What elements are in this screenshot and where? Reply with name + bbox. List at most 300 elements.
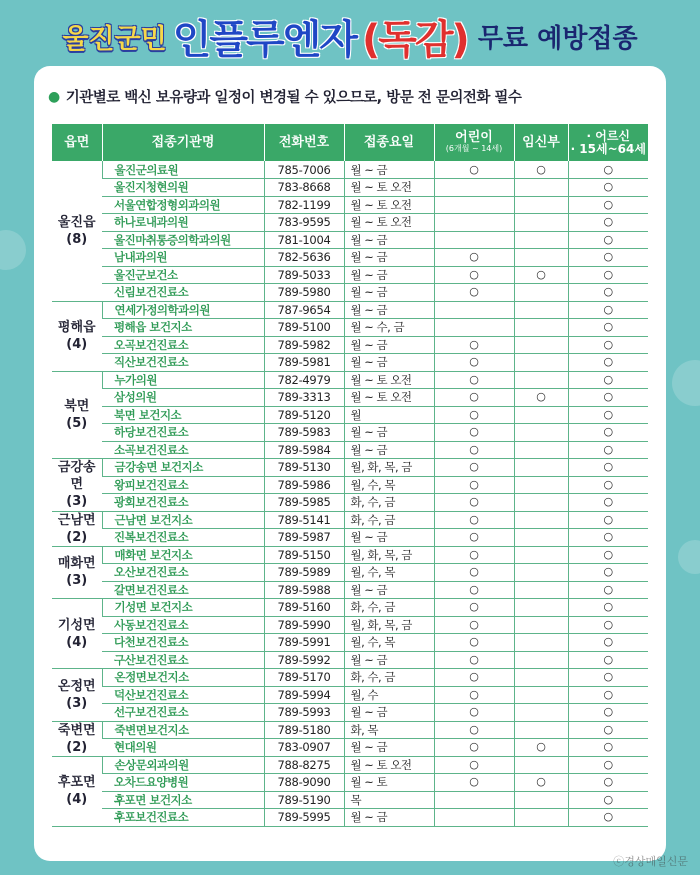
children-mark: ○ — [434, 581, 514, 599]
adult-mark: ○ — [568, 441, 648, 459]
children-mark: ○ — [434, 634, 514, 652]
adult-mark: ○ — [568, 354, 648, 372]
region-cell — [52, 756, 102, 826]
pregnant-mark — [514, 634, 568, 652]
table-row — [52, 721, 648, 739]
vaccination-days: 월 ~ 금 — [344, 739, 434, 757]
phone-number: 789-5987 — [264, 529, 344, 547]
phone-number: 787-9654 — [264, 301, 344, 319]
pregnant-mark — [514, 249, 568, 267]
phone-number: 783-0907 — [264, 739, 344, 757]
table-row — [52, 389, 648, 407]
adult-mark: ○ — [568, 214, 648, 232]
phone-number: 789-5150 — [264, 546, 344, 564]
vaccination-days: 월 ~ 토 오전 — [344, 389, 434, 407]
region-count: (8) — [66, 231, 88, 247]
children-mark — [434, 214, 514, 232]
pregnant-mark — [514, 459, 568, 477]
children-mark: ○ — [434, 704, 514, 722]
phone-number: 789-5100 — [264, 319, 344, 337]
phone-number: 781-1004 — [264, 231, 344, 249]
table-row — [52, 809, 648, 827]
children-mark: ○ — [434, 774, 514, 792]
facility-name: 하나로내과의원 — [102, 214, 264, 232]
header-children-note: (6개월 ~ 14세) — [445, 144, 503, 154]
header-days-col: 접종요일 — [344, 124, 434, 161]
vaccination-days: 월 ~ 금 — [344, 441, 434, 459]
table-row — [52, 564, 648, 582]
pregnant-mark — [514, 231, 568, 249]
vaccination-days: 월, 화, 목, 금 — [344, 546, 434, 564]
phone-number: 789-5141 — [264, 511, 344, 529]
table-row — [52, 616, 648, 634]
table-row — [52, 249, 648, 267]
adult-mark: ○ — [568, 721, 648, 739]
adult-mark: ○ — [568, 774, 648, 792]
header-subtitle: 무료 예방접종 — [477, 23, 638, 54]
region-name: 매화면 — [57, 556, 96, 572]
table-row — [52, 756, 648, 774]
region-name: 죽변면 — [57, 722, 96, 738]
table-row — [52, 406, 648, 424]
facility-name: 온정면보건지소 — [102, 669, 264, 687]
facility-name: 울진마취통증의학과의원 — [102, 231, 264, 249]
header-adult-line2: · 15세~64세 — [570, 141, 646, 156]
phone-number: 789-5983 — [264, 424, 344, 442]
table-row — [52, 791, 648, 809]
table-row — [52, 651, 648, 669]
adult-mark: ○ — [568, 651, 648, 669]
table-row — [52, 599, 648, 617]
phone-number: 789-5980 — [264, 284, 344, 302]
phone-number: 789-5991 — [264, 634, 344, 652]
vaccination-days: 월 ~ 토 — [344, 774, 434, 792]
pregnant-mark — [514, 564, 568, 582]
adult-mark: ○ — [568, 616, 648, 634]
table-row — [52, 459, 648, 477]
table-row — [52, 371, 648, 389]
vaccination-days: 월, 수, 목 — [344, 634, 434, 652]
facility-name: 사동보건진료소 — [102, 616, 264, 634]
facility-name: 다천보건진료소 — [102, 634, 264, 652]
pregnant-mark — [514, 756, 568, 774]
pregnant-mark — [514, 371, 568, 389]
children-mark: ○ — [434, 336, 514, 354]
vaccination-days: 월 ~ 토 오전 — [344, 179, 434, 197]
phone-number: 788-8275 — [264, 756, 344, 774]
table-body — [52, 161, 648, 826]
table-row — [52, 336, 648, 354]
pregnant-mark — [514, 301, 568, 319]
facility-name: 손상문외과의원 — [102, 756, 264, 774]
phone-number: 789-5988 — [264, 581, 344, 599]
header-adult-line1: · 어르신 — [586, 128, 630, 143]
region-name: 후포면 — [57, 775, 96, 790]
table-row — [52, 424, 648, 442]
phone-number: 789-5130 — [264, 459, 344, 477]
adult-mark: ○ — [568, 319, 648, 337]
children-mark: ○ — [434, 459, 514, 477]
table-row — [52, 196, 648, 214]
region-cell — [52, 371, 102, 459]
pregnant-mark: ○ — [514, 389, 568, 407]
children-mark: ○ — [434, 651, 514, 669]
pregnant-mark — [514, 669, 568, 687]
table-row — [52, 511, 648, 529]
adult-mark: ○ — [568, 739, 648, 757]
notice — [48, 86, 654, 107]
phone-number: 783-9595 — [264, 214, 344, 232]
adult-mark: ○ — [568, 389, 648, 407]
vaccination-days: 월 ~ 금 — [344, 336, 434, 354]
vaccination-days: 월 ~ 금 — [344, 704, 434, 722]
virus-decoration — [0, 230, 26, 270]
adult-mark: ○ — [568, 546, 648, 564]
facility-name: 신림보건진료소 — [102, 284, 264, 302]
pregnant-mark — [514, 196, 568, 214]
adult-mark: ○ — [568, 459, 648, 477]
table-row — [52, 179, 648, 197]
adult-mark: ○ — [568, 564, 648, 582]
children-mark: ○ — [434, 161, 514, 179]
header-facility-col: 접종기관명 — [102, 124, 264, 161]
region-count: (3) — [66, 573, 88, 589]
facility-name: 서울연합정형외과의원 — [102, 196, 264, 214]
header-region: 울진군민 — [62, 23, 167, 55]
adult-mark: ○ — [568, 756, 648, 774]
children-mark — [434, 301, 514, 319]
children-mark: ○ — [434, 669, 514, 687]
region-name: 근남면 — [57, 512, 96, 528]
region-count: (4) — [66, 792, 88, 807]
children-mark: ○ — [434, 354, 514, 372]
vaccination-table — [52, 124, 648, 827]
adult-mark: ○ — [568, 686, 648, 704]
virus-decoration — [678, 540, 700, 574]
children-mark: ○ — [434, 266, 514, 284]
children-mark: ○ — [434, 476, 514, 494]
phone-number: 789-5993 — [264, 704, 344, 722]
adult-mark: ○ — [568, 511, 648, 529]
table-row — [52, 354, 648, 372]
phone-number: 782-4979 — [264, 371, 344, 389]
facility-name: 갈면보건진료소 — [102, 581, 264, 599]
facility-name: 울진군의료원 — [102, 161, 264, 179]
table-row — [52, 739, 648, 757]
vaccination-days: 목 — [344, 791, 434, 809]
phone-number: 789-5033 — [264, 266, 344, 284]
table-row — [52, 319, 648, 337]
pregnant-mark — [514, 704, 568, 722]
adult-mark: ○ — [568, 406, 648, 424]
facility-name: 하당보건진료소 — [102, 424, 264, 442]
adult-mark: ○ — [568, 336, 648, 354]
pregnant-mark — [514, 336, 568, 354]
phone-number: 789-5986 — [264, 476, 344, 494]
adult-mark: ○ — [568, 634, 648, 652]
table-row — [52, 301, 648, 319]
vaccination-days: 화, 수, 금 — [344, 494, 434, 512]
adult-mark: ○ — [568, 231, 648, 249]
region-cell — [52, 721, 102, 756]
region-name: 평해읍 — [57, 320, 96, 335]
table-row — [52, 161, 648, 179]
pregnant-mark — [514, 511, 568, 529]
table-row — [52, 634, 648, 652]
pregnant-mark — [514, 441, 568, 459]
pregnant-mark — [514, 721, 568, 739]
facility-name: 후포면 보건지소 — [102, 791, 264, 809]
adult-mark: ○ — [568, 581, 648, 599]
vaccination-days: 화, 목 — [344, 721, 434, 739]
facility-name: 현대의원 — [102, 739, 264, 757]
vaccination-days: 월 ~ 토 오전 — [344, 196, 434, 214]
facility-name: 누가의원 — [102, 371, 264, 389]
facility-name: 오차드요양병원 — [102, 774, 264, 792]
phone-number: 789-5984 — [264, 441, 344, 459]
table-row — [52, 441, 648, 459]
facility-name: 죽변면보건지소 — [102, 721, 264, 739]
table-row — [52, 546, 648, 564]
facility-name: 연세가정의학과의원 — [102, 301, 264, 319]
region-name: 북면 — [64, 398, 90, 414]
header-children-label: 어린이 — [455, 130, 493, 146]
facility-name: 진복보건진료소 — [102, 529, 264, 547]
table-row — [52, 669, 648, 687]
phone-number: 782-1199 — [264, 196, 344, 214]
table-row — [52, 529, 648, 547]
phone-number: 789-5985 — [264, 494, 344, 512]
adult-mark: ○ — [568, 791, 648, 809]
children-mark: ○ — [434, 599, 514, 617]
vaccination-days: 월 — [344, 406, 434, 424]
children-mark: ○ — [434, 686, 514, 704]
pregnant-mark — [514, 599, 568, 617]
adult-mark: ○ — [568, 161, 648, 179]
pregnant-mark — [514, 686, 568, 704]
children-mark: ○ — [434, 616, 514, 634]
children-mark: ○ — [434, 371, 514, 389]
pregnant-mark — [514, 406, 568, 424]
table-row — [52, 214, 648, 232]
phone-number: 783-8668 — [264, 179, 344, 197]
region-cell — [52, 599, 102, 669]
region-name: 기성면 — [57, 617, 96, 633]
adult-mark: ○ — [568, 284, 648, 302]
adult-mark: ○ — [568, 476, 648, 494]
table-header-row — [52, 124, 648, 161]
vaccination-days: 월 ~ 금 — [344, 284, 434, 302]
facility-name: 울진군보건소 — [102, 266, 264, 284]
header-region-col: 읍면 — [52, 124, 102, 161]
adult-mark: ○ — [568, 179, 648, 197]
region-name: 금강송면 — [57, 460, 96, 493]
adult-mark: ○ — [568, 529, 648, 547]
header-title-main: 인플루엔자 — [172, 16, 356, 63]
region-count: (4) — [66, 634, 88, 650]
adult-mark: ○ — [568, 599, 648, 617]
facility-name: 오산보건진료소 — [102, 564, 264, 582]
phone-number: 789-5180 — [264, 721, 344, 739]
phone-number: 789-5992 — [264, 651, 344, 669]
vaccination-days: 월 ~ 금 — [344, 266, 434, 284]
region-cell — [52, 546, 102, 599]
children-mark: ○ — [434, 721, 514, 739]
pregnant-mark — [514, 214, 568, 232]
phone-number: 788-9090 — [264, 774, 344, 792]
facility-name: 기성면 보건지소 — [102, 599, 264, 617]
pregnant-mark — [514, 424, 568, 442]
header-children-col — [434, 124, 514, 161]
table-row — [52, 494, 648, 512]
pregnant-mark — [514, 546, 568, 564]
facility-name: 오곡보건진료소 — [102, 336, 264, 354]
children-mark: ○ — [434, 441, 514, 459]
pregnant-mark — [514, 476, 568, 494]
region-count: (2) — [66, 739, 88, 755]
region-cell — [52, 669, 102, 722]
facility-name: 덕산보건진료소 — [102, 686, 264, 704]
facility-name: 소곡보건진료소 — [102, 441, 264, 459]
vaccination-days: 월, 화, 목, 금 — [344, 459, 434, 477]
table-row — [52, 231, 648, 249]
vaccination-days: 월 ~ 금 — [344, 651, 434, 669]
table-row — [52, 266, 648, 284]
phone-number: 789-5981 — [264, 354, 344, 372]
pregnant-mark: ○ — [514, 739, 568, 757]
phone-number: 789-5995 — [264, 809, 344, 827]
children-mark: ○ — [434, 756, 514, 774]
adult-mark: ○ — [568, 669, 648, 687]
adult-mark: ○ — [568, 249, 648, 267]
facility-name: 금강송면 보건지소 — [102, 459, 264, 477]
region-name: 울진읍 — [57, 214, 96, 230]
children-mark: ○ — [434, 389, 514, 407]
children-mark — [434, 791, 514, 809]
region-count: (2) — [66, 529, 88, 545]
vaccination-days: 월 ~ 금 — [344, 301, 434, 319]
facility-name: 울진지청현의원 — [102, 179, 264, 197]
children-mark: ○ — [434, 739, 514, 757]
table-row — [52, 476, 648, 494]
adult-mark: ○ — [568, 494, 648, 512]
vaccination-days: 월, 수 — [344, 686, 434, 704]
region-count: (4) — [66, 337, 88, 352]
children-mark: ○ — [434, 511, 514, 529]
children-mark: ○ — [434, 284, 514, 302]
adult-mark: ○ — [568, 196, 648, 214]
facility-name: 평해읍 보건지소 — [102, 319, 264, 337]
phone-number: 789-3313 — [264, 389, 344, 407]
region-cell — [52, 459, 102, 512]
pregnant-mark — [514, 581, 568, 599]
children-mark: ○ — [434, 424, 514, 442]
vaccination-days: 월 ~ 금 — [344, 354, 434, 372]
vaccination-days: 월 ~ 토 오전 — [344, 756, 434, 774]
phone-number: 789-5982 — [264, 336, 344, 354]
phone-number: 789-5990 — [264, 616, 344, 634]
table-row — [52, 704, 648, 722]
pregnant-mark — [514, 354, 568, 372]
region-cell — [52, 511, 102, 546]
header-pregnant-col: 임신부 — [514, 124, 568, 161]
table-row — [52, 581, 648, 599]
adult-mark: ○ — [568, 704, 648, 722]
region-cell — [52, 161, 102, 301]
adult-mark: ○ — [568, 809, 648, 827]
region-name: 온정면 — [57, 678, 96, 694]
pregnant-mark: ○ — [514, 161, 568, 179]
phone-number: 789-5994 — [264, 686, 344, 704]
children-mark: ○ — [434, 406, 514, 424]
content-card — [34, 66, 666, 861]
pregnant-mark — [514, 529, 568, 547]
vaccination-days: 월, 수, 목 — [344, 476, 434, 494]
children-mark: ○ — [434, 529, 514, 547]
facility-name: 광회보건진료소 — [102, 494, 264, 512]
phone-number: 782-5636 — [264, 249, 344, 267]
facility-name: 직산보건진료소 — [102, 354, 264, 372]
table-row — [52, 774, 648, 792]
watermark: ⓒ경상매일신문 — [613, 855, 688, 868]
phone-number: 789-5190 — [264, 791, 344, 809]
vaccination-days: 월 ~ 금 — [344, 161, 434, 179]
children-mark — [434, 231, 514, 249]
facility-name: 남내과의원 — [102, 249, 264, 267]
header-phone-col: 전화번호 — [264, 124, 344, 161]
pregnant-mark — [514, 179, 568, 197]
children-mark: ○ — [434, 249, 514, 267]
table-row — [52, 284, 648, 302]
adult-mark: ○ — [568, 424, 648, 442]
phone-number: 789-5170 — [264, 669, 344, 687]
phone-number: 789-5989 — [264, 564, 344, 582]
pregnant-mark — [514, 284, 568, 302]
vaccination-days: 월 ~ 토 오전 — [344, 214, 434, 232]
region-cell — [52, 301, 102, 371]
facility-name: 왕피보건진료소 — [102, 476, 264, 494]
pregnant-mark — [514, 319, 568, 337]
phone-number: 789-5160 — [264, 599, 344, 617]
vaccination-days: 월 ~ 금 — [344, 809, 434, 827]
facility-name: 매화면 보건지소 — [102, 546, 264, 564]
vaccination-days: 월 ~ 금 — [344, 231, 434, 249]
children-mark — [434, 809, 514, 827]
pregnant-mark — [514, 651, 568, 669]
region-count: (3) — [66, 494, 88, 510]
vaccination-days: 월 ~ 수, 금 — [344, 319, 434, 337]
bullet-icon: ● — [48, 88, 60, 105]
adult-mark: ○ — [568, 301, 648, 319]
children-mark: ○ — [434, 546, 514, 564]
facility-name: 구산보건진료소 — [102, 651, 264, 669]
children-mark — [434, 319, 514, 337]
vaccination-days: 화, 수, 금 — [344, 599, 434, 617]
phone-number: 785-7006 — [264, 161, 344, 179]
poster-header — [0, 8, 700, 64]
vaccination-days: 월, 화, 목, 금 — [344, 616, 434, 634]
vaccination-days: 월 ~ 토 오전 — [344, 371, 434, 389]
adult-mark: ○ — [568, 266, 648, 284]
region-count: (3) — [66, 695, 88, 711]
vaccination-days: 월 ~ 금 — [344, 581, 434, 599]
pregnant-mark — [514, 616, 568, 634]
facility-name: 근남면 보건지소 — [102, 511, 264, 529]
pregnant-mark: ○ — [514, 266, 568, 284]
facility-name: 후포보건진료소 — [102, 809, 264, 827]
vaccination-days: 월, 수, 목 — [344, 564, 434, 582]
table-row — [52, 686, 648, 704]
